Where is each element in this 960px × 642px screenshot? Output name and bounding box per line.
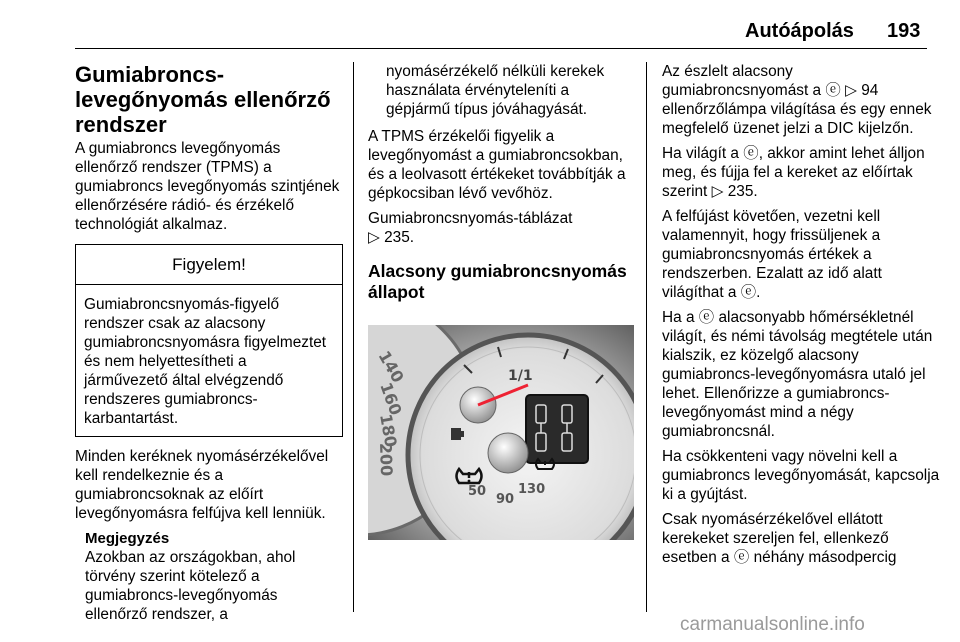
tire-pressure-warning-icon: ⓔ bbox=[733, 549, 750, 566]
section-heading: Gumiabroncs-levegőnyomás ellenőrző rendszer bbox=[75, 62, 331, 137]
paragraph-detected-low: Az észlelt alacsony gumiabroncsnyomást a ⓔ ▷ 94 ellenőrzőlámpa világítása és egy ennek megfelelő üzenet jelzi a DIC kijelzőn. bbox=[662, 63, 932, 137]
page-number: 193 bbox=[887, 20, 921, 42]
note-title: Megjegyzés bbox=[85, 530, 170, 547]
paragraph-if-lit: Ha világít a ⓔ, akkor amint lehet álljon meg, és fújja fel a kereket az előírtak szerint ▷ 235. bbox=[662, 145, 925, 200]
page-header bbox=[0, 0, 960, 52]
tire-pressure-warning-icon: ⓔ bbox=[743, 145, 759, 162]
tire-pressure-warning-icon: ⓔ bbox=[740, 284, 757, 301]
note-text: Azokban az országokban, ahol törvény szerint kötelező a gumiabroncs-levegőnyomás ellenőrző rendszer, a bbox=[85, 549, 296, 623]
tpms-paragraph: A TPMS érzékelői figyelik a levegőnyomást a gumiabroncsokban, és a leolvasott értékeket továbbítják a gépkocsiban lévő vevőhöz. bbox=[368, 128, 626, 202]
gauge-knob-lower bbox=[488, 433, 528, 473]
page-ref-arrow-icon: ▷ bbox=[845, 82, 857, 99]
tire-pressure-warning-icon: ⓔ bbox=[825, 82, 841, 99]
table-ref-text: Gumiabroncsnyomás-táblázat bbox=[368, 210, 573, 227]
paragraph-after-inflation: A felfújást követően, vezetni kell valamennyit, hogy frissüljenek a gumiabroncsnyomás értékek a rendszerben. Ezalatt az idő alatt világíthat a ⓔ. bbox=[662, 208, 882, 301]
note-block bbox=[75, 529, 343, 624]
dic-display bbox=[526, 395, 588, 463]
dial-number-130: 130 bbox=[518, 482, 546, 497]
dial-number-200: 200 bbox=[376, 442, 397, 477]
page-ref-94[interactable]: 94 bbox=[861, 82, 879, 99]
instrument-cluster-photo bbox=[368, 325, 634, 540]
page-ref-arrow-icon: ▷ bbox=[368, 229, 380, 246]
paragraph-sensor-wheels: Csak nyomásérzékelővel ellátott kerekeket szereljen fel, ellenkező esetben a ⓔ néhány másodpercig bbox=[662, 511, 897, 566]
dial-number-50: 50 bbox=[468, 484, 487, 499]
column-divider-1 bbox=[353, 62, 354, 612]
column-1 bbox=[75, 62, 343, 624]
low-pressure-heading: Alacsony gumiabroncsnyomás állapot bbox=[368, 261, 627, 302]
watermark: carmanualsonline.info bbox=[680, 614, 865, 635]
dial-number-140: 140 bbox=[374, 347, 408, 386]
column-divider-2 bbox=[646, 62, 647, 612]
tire-pressure-warning-icon: ⓔ bbox=[698, 309, 715, 326]
warning-title: Figyelem! bbox=[76, 245, 342, 285]
table-reference bbox=[368, 209, 634, 247]
table-ref-page[interactable]: 235. bbox=[384, 229, 415, 246]
column-3 bbox=[662, 62, 942, 573]
page-ref-arrow-icon: ▷ bbox=[711, 183, 724, 200]
warning-text: Gumiabroncsnyomás-figyelő rendszer csak az alacsony gumiabroncsnyomásra figyelmeztet és nem helyettesítheti a járművezető által elvégzendő rendszeres gumiabroncs-karbantartást. bbox=[84, 296, 327, 427]
header-rule bbox=[75, 48, 927, 49]
page-ref-235[interactable]: 235. bbox=[727, 183, 758, 200]
warning-box bbox=[75, 244, 343, 437]
dial-number-1-1: 1/1 bbox=[508, 368, 533, 384]
column-2 bbox=[368, 62, 634, 545]
intro-paragraph: A gumiabroncs levegőnyomás ellenőrző rendszer (TPMS) a gumiabroncs levegőnyomás szintjének ellenőrzésére rádió- és érzékelő technológiát alkalmaz. bbox=[75, 140, 340, 233]
dial-number-90: 90 bbox=[496, 492, 515, 507]
note-continuation: nyomásérzékelő nélküli kerekek használata érvényteleníti a gépjármű típus jóváhagyását. bbox=[386, 63, 605, 118]
sensor-paragraph: Minden keréknek nyomásérzékelővel kell rendelkeznie és a gumiabroncsoknak az előírt levegőnyomásra felfújva kell lenniük. bbox=[75, 448, 329, 522]
paragraph-adjust-pressure: Ha csökkenteni vagy növelni kell a gumiabroncs levegőnyomását, kapcsolja ki a gyújtást. bbox=[662, 448, 940, 503]
dial-number-180: 180 bbox=[376, 412, 401, 449]
dial-number-160: 160 bbox=[376, 379, 406, 418]
section-title: Autóápolás bbox=[745, 20, 854, 42]
paragraph-low-temperature: Ha a ⓔ alacsonyabb hőmérsékletnél világít, és némi távolság megtétele után kialszik, ez közelgő alacsony gumiabroncs-levegőnyomásra utaló jel lehet. Ellenőrizze a gumiabroncs-levegőnyomást mind a négy gumiabroncsnál. bbox=[662, 309, 933, 440]
